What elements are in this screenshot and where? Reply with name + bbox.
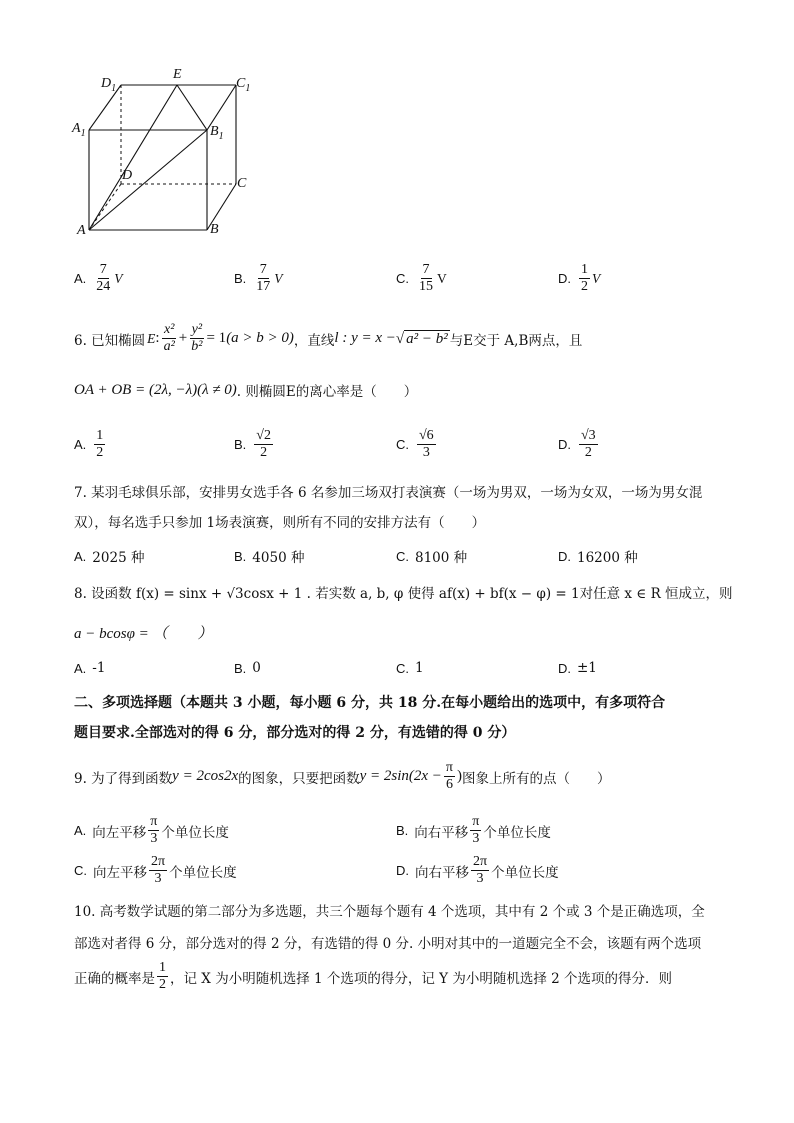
vector-equation: OA + OB = (2λ, −λ)(λ ≠ 0) bbox=[74, 381, 237, 398]
q8-stem-line1: 8. 设函数 f(x) = sinx + √3cosx + 1 . 若实数 a, b, φ 使得 af(x) + bf(x − φ) = 1对任意 x ∈ R 恒成立，则 bbox=[74, 586, 733, 602]
label-D1: $D_1$ bbox=[101, 76, 117, 94]
q9-option-d[interactable]: D. 向右平移 $\frac{2\pi}{3}$ 个单位长度 bbox=[396, 854, 559, 886]
q9-option-c[interactable]: C. 向左平移 $\frac{2\pi}{3}$ 个单位长度 bbox=[74, 854, 237, 886]
q5-option-d[interactable]: D. $\frac{1}{2}$ V bbox=[558, 262, 601, 294]
q5-option-a[interactable]: A. $\frac{7}{24}$ V bbox=[74, 262, 123, 294]
label-C: C bbox=[237, 176, 247, 191]
q7-stem: 7. 某羽毛球俱乐部，安排男女选手各 6 名参加三场双打表演赛（一场为男双，一场为女双，一场为男女混双），每名选手只参加 1场表演赛，则所有不同的安排方法有（ ） bbox=[74, 485, 703, 531]
q7-option-c[interactable]: C. 8100 种 bbox=[396, 548, 468, 566]
q6-option-a[interactable]: A. $\frac{1}{2}$ bbox=[74, 428, 104, 460]
q6-option-b[interactable]: B. $\frac{√2}{2}$ bbox=[234, 428, 271, 460]
label-B: B bbox=[210, 222, 219, 237]
label-C1: $C_1$ bbox=[236, 76, 251, 94]
section-heading-line1: 二、多项选择题（本题共 3 小题，每小题 6 分，共 18 分.在每小题给出的选项中，有多项符合 bbox=[74, 695, 666, 711]
q8-stem-line2: a − bcosφ = （ ） bbox=[74, 626, 213, 642]
q7-option-b[interactable]: B. 4050 种 bbox=[234, 548, 305, 566]
label-D: D bbox=[122, 168, 133, 183]
q6-option-c[interactable]: C. $\frac{√6}{3}$ bbox=[396, 428, 434, 460]
q7-option-a[interactable]: A. 2025 种 bbox=[74, 548, 145, 566]
q9-option-a[interactable]: A. 向左平移 $\frac{\pi}{3}$ 个单位长度 bbox=[74, 814, 229, 846]
label-A: A bbox=[77, 223, 86, 238]
q9-stem: 9. 为了得到函数 y = 2cos2x 的图象，只要把函数 y = 2sin(2x − $\frac{\pi}{6}$ ) 图象上所有的点（ ） bbox=[74, 760, 611, 792]
label-A1: $A_1$ bbox=[72, 121, 86, 139]
q10-stem-line3: 正确的概率是 $\frac{1}{2}$ ，记 X 为小明随机选择 1 个选项的得分，记 Y 为小明随机选择 2 个选项的得分．则 bbox=[74, 960, 673, 992]
label-B1: $B_1$ bbox=[210, 124, 224, 142]
label-E: E bbox=[173, 67, 182, 82]
q8-option-d[interactable]: D. ±1 bbox=[558, 660, 597, 676]
q8-option-b[interactable]: B. 0 bbox=[234, 660, 261, 676]
q10-stem-line2: 部选对者得 6 分，部分选对的得 2 分，有选错的得 0 分. 小明对其中的一道题完全不会，该题有两个选项 bbox=[74, 936, 702, 952]
q8-option-a[interactable]: A. -1 bbox=[74, 660, 106, 676]
q5-option-c[interactable]: C. $\frac{7}{15}$ V bbox=[396, 262, 447, 294]
q9-option-b[interactable]: B. 向右平移 $\frac{\pi}{3}$ 个单位长度 bbox=[396, 814, 551, 846]
q5-option-b[interactable]: B. $\frac{7}{17}$ V bbox=[234, 262, 283, 294]
q10-stem-line1: 10. 高考数学试题的第二部分为多选题，共三个题每个题有 4 个选项，其中有 2 个或 3 个是正确选项，全 bbox=[74, 904, 705, 920]
q6-option-d[interactable]: D. $\frac{√3}{2}$ bbox=[558, 428, 596, 460]
section-heading-line2: 题目要求.全部选对的得 6 分，部分选对的得 2 分，有选错的得 0 分） bbox=[74, 725, 516, 741]
q7-option-d[interactable]: D. 16200 种 bbox=[558, 548, 638, 566]
q6-stem-line2: OA + OB = (2λ, −λ)(λ ≠ 0) . 则椭圆E的离心率是（ ） bbox=[74, 381, 418, 400]
q8-option-c[interactable]: C. 1 bbox=[396, 660, 424, 676]
q6-stem-line1: 6. 已知椭圆 E : $\frac{\text{x²}}{\text{a²}}$ + $\frac{\text{y²}}{\text{b²}}$ = 1 (a > b > 0) ，直线 l : y = x − √ a² − b² 与E交于 A,B两点，且 bbox=[74, 322, 583, 354]
